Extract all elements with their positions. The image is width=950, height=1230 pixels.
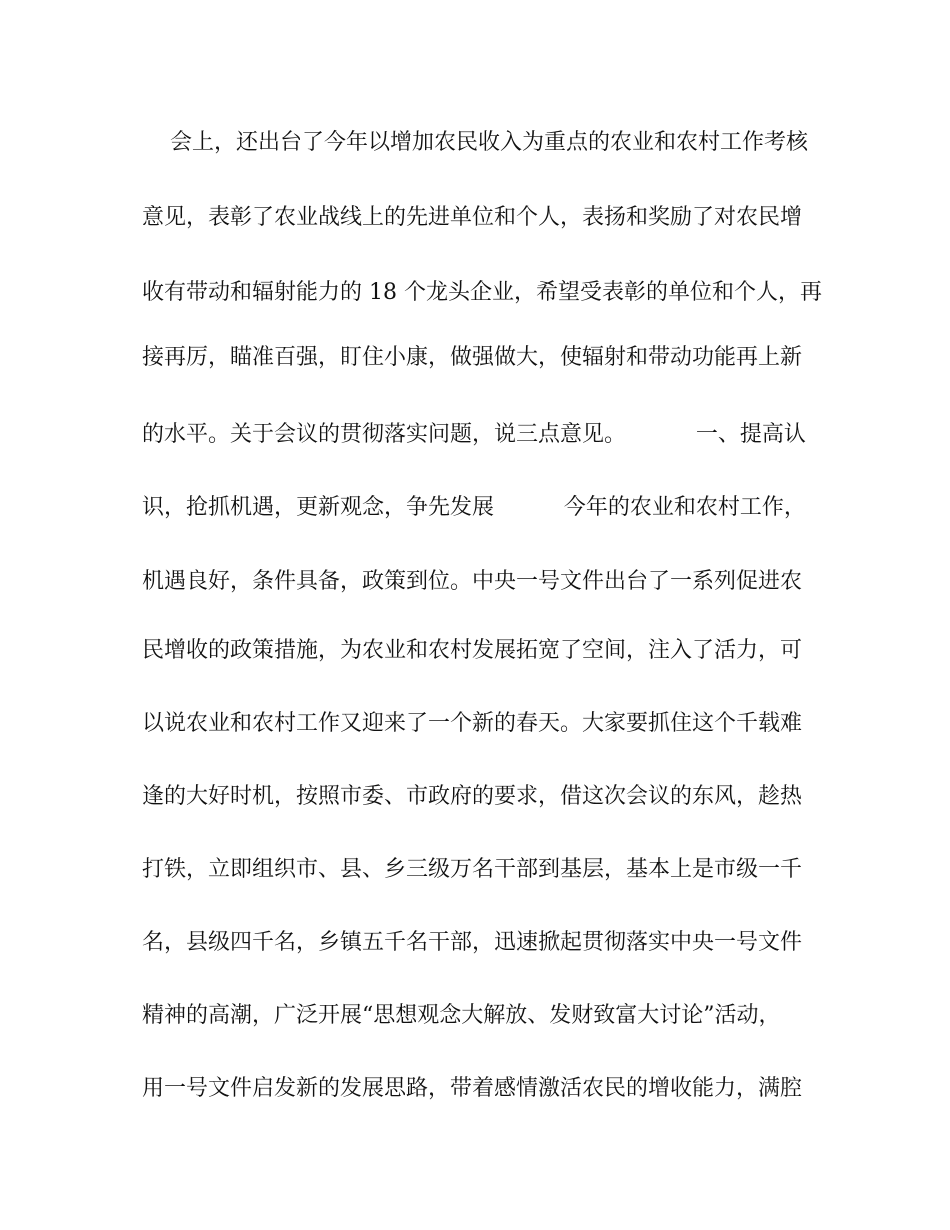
text-line: 逢的大好时机，按照市委、市政府的要求，借这次会议的东风，趁热 [142,784,803,809]
text-line: 会上，还出台了今年以增加农民收入为重点的农业和农村工作考核 [142,130,808,155]
text-line: 打铁，立即组织市、县、乡三级万名干部到基层，基本上是市级一千 [142,857,803,882]
text-line: 以说农业和农村工作又迎来了一个新的春天。大家要抓住这个千载难 [142,711,803,736]
text-line: 识，抢抓机遇，更新观念，争先发展 今年的农业和农村工作， [142,495,806,520]
text-line: 民增收的政策措施，为农业和农村发展拓宽了空间，注入了活力，可 [142,638,803,663]
text-line: 接再厉，瞄准百强，盯住小康，做强做大，使辐射和带动功能再上新 [142,345,803,370]
text-line: 用一号文件启发新的发展思路，带着感情激活农民的增收能力，满腔 [142,1076,803,1101]
text-line: 名，县级四千名，乡镇五千名干部，迅速掀起贯彻落实中央一号文件 [142,930,803,955]
text-line: 机遇良好，条件具备，政策到位。中央一号文件出台了一系列促进农 [142,569,803,594]
text-line: 精神的高潮，广泛开展“思想观念大解放、发财致富大讨论”活动， [142,1003,781,1028]
text-line: 的水平。关于会议的贯彻落实问题，说三点意见。 一、提高认 [142,422,806,447]
text-line: 收有带动和辐射能力的 18 个龙头企业，希望受表彰的单位和个人，再 [142,280,822,305]
text-line: 意见，表彰了农业战线上的先进单位和个人，表扬和奖励了对农民增 [142,205,803,230]
